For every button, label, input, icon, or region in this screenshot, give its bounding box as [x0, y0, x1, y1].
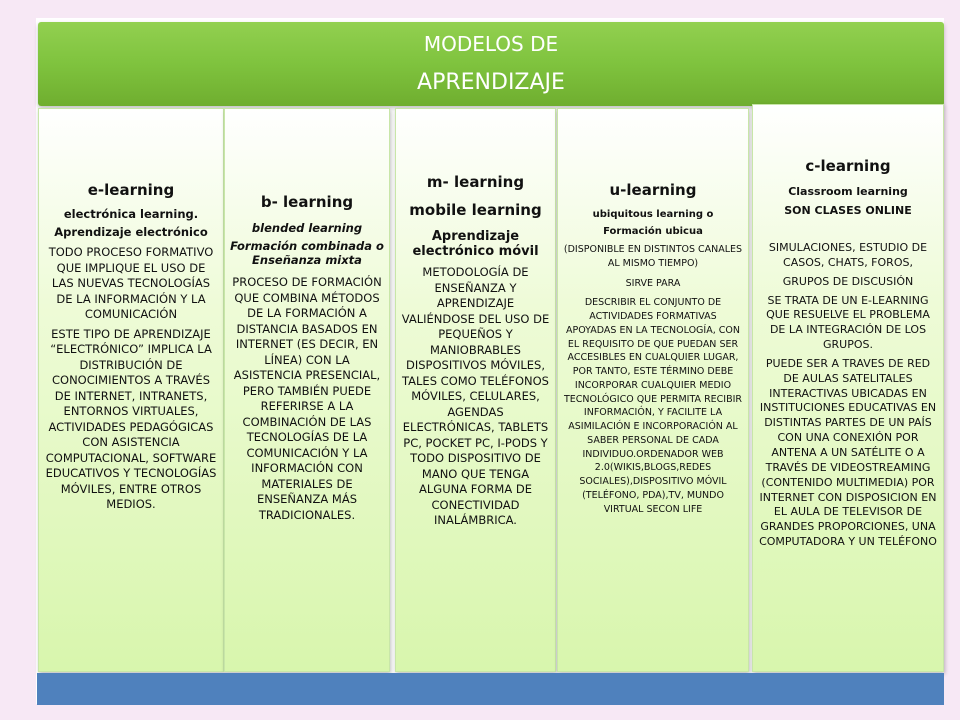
column-subtitle: mobile learning	[409, 201, 542, 219]
column-text: SIMULACIONES, ESTUDIO DE CASOS, CHATS, FOROS,	[768, 241, 928, 269]
column-text-2: GRUPOS DE DISCUSIÓN	[782, 274, 914, 288]
column-text: PROCESO DE FORMACIÓN QUE COMBINA MÉTODOS DE LA FORMACIÓN A DISTANCIA BASADOS EN INTERNET (ES DECIR, EN LÍNEA) CON LA ASISTENCIA PRESENCIAL, PERO TAMBIÉN PUEDE REFERIRSE A LA COMBINACIÓN DE LAS TECNOLOGÍAS DE LA COMUNICACIÓN Y LA INFORMACIÓN CON MATERIALES DE ENSEÑANZA MÁS TRADICIONALES.	[232, 275, 382, 522]
header-title-line2: APRENDIZAJE	[417, 70, 565, 95]
column-subtitle-2: Aprendizaje electrónico móvil	[412, 229, 539, 259]
column-title: c-learning	[805, 157, 891, 175]
column-text-3: SE TRATA DE UN E-LEARNING QUE RESUELVE EL PROBLEMA DE LA INTEGRACIÓN DE LOS GRUPOS.	[766, 293, 930, 352]
bottom-bar	[37, 673, 944, 705]
column-title: u-learning	[609, 181, 697, 199]
column-text: (DISPONIBLE EN DISTINTOS CANALES AL MISMO TIEMPO)	[563, 244, 743, 269]
column-title: b- learning	[260, 193, 354, 211]
column-e-learning	[38, 108, 224, 672]
column-text-4: PUEDE SER A TRAVES DE RED DE AULAS SATELITALES INTERACTIVAS UBICADAS EN INSTITUCIONES EDUCATIVAS EN DISTINTAS PARTES DE UN PAÍS CON UNA CONEXIÓN POR ANTENA A UN SATÉLITE O A TRAVÉS DE VIDEOSTREAMING (CONTENIDO MULTIMEDIA) POR INTERNET CON DISPOSICION EN EL AULA DE TELEVISOR DE GRANDES PROPORCIONES, UNA COMPUTADORA Y UN TELÉFONO	[759, 356, 937, 549]
column-c-learning	[752, 104, 944, 672]
column-subtitle: electrónica learning.	[63, 207, 199, 221]
column-subtitle-2: Aprendizaje electrónico	[54, 225, 208, 239]
column-m-learning	[395, 108, 556, 672]
column-u-learning	[557, 108, 749, 672]
column-b-learning	[224, 108, 390, 672]
column-text-2: ESTE TIPO DE APRENDIZAJE “ELECTRÓNICO” IMPLICA LA DISTRIBUCIÓN DE CONOCIMIENTOS A TRAVÉS DE INTERNET, INTRANETS, ENTORNOS VIRTUALES, ACTIVIDADES PEDAGÓGICAS CON ASISTENCIA COMPUTACIONAL, SOFTWARE EDUCATIVOS Y TECNOLOGÍAS MÓVILES, ENTRE OTROS MEDIOS.	[45, 326, 217, 512]
column-subtitle-2: SON CLASES ONLINE	[784, 204, 912, 217]
column-subtitle-2: Formación ubicua	[603, 226, 703, 237]
column-title: e-learning	[87, 181, 175, 199]
column-text-3: DESCRIBIR EL CONJUNTO DE ACTIVIDADES FORMATIVAS APOYADAS EN LA TECNOLOGÍA, CON EL REQUISITO DE QUE PUEDAN SER ACCESIBLES EN CUALQUIER LUGAR, POR TANTO, ESTE TÉRMINO DEBE INCORPORAR CUALQUIER MEDIO TECNOLÓGICO QUE PERMITA RECIBIR INFORMACIÓN, Y FACILITE LA ASIMILACIÓN E INCORPORACIÓN AL SABER PERSONAL DE CADA INDIVIDUO.ORDENADOR WEB 2.0(WIKIS,BLOGS,REDES SOCIALES),DISPOSITIVO MÓVIL (TELÉFONO, PDA),TV, MUNDO VIRTUAL SECON LIFE	[563, 297, 743, 515]
column-subtitle: blended learning	[251, 221, 363, 235]
header-title-line1: MODELOS DE	[423, 32, 559, 56]
column-subtitle: Classroom learning	[788, 185, 908, 198]
diagram-header	[38, 22, 944, 106]
column-text: METODOLOGÍA DE ENSEÑANZA Y APRENDIZAJE VALIÉNDOSE DEL USO DE PEQUEÑOS Y MANIOBRABLES DISPOSITIVOS MÓVILES, TALES COMO TELÉFONOS MÓVILES, CELULARES, AGENDAS ELECTRÓNICAS, TABLETS PC, POCKET PC, I-PODS Y TODO DISPOSITIVO DE MANO QUE TENGA ALGUNA FORMA DE CONECTIVIDAD INALÁMBRICA.	[401, 265, 550, 528]
column-text: TODO PROCESO FORMATIVO QUE IMPLIQUE EL USO DE LAS NUEVAS TECNOLOGÍAS DE LA INFORMACIÓN Y LA COMUNICACIÓN	[48, 245, 214, 322]
column-title: m- learning	[426, 173, 525, 191]
column-text-2: SIRVE PARA	[625, 277, 681, 289]
column-subtitle: ubiquitous learning o	[592, 209, 714, 220]
column-subtitle-2: Formación combinada o Enseñanza mixta	[230, 239, 384, 267]
